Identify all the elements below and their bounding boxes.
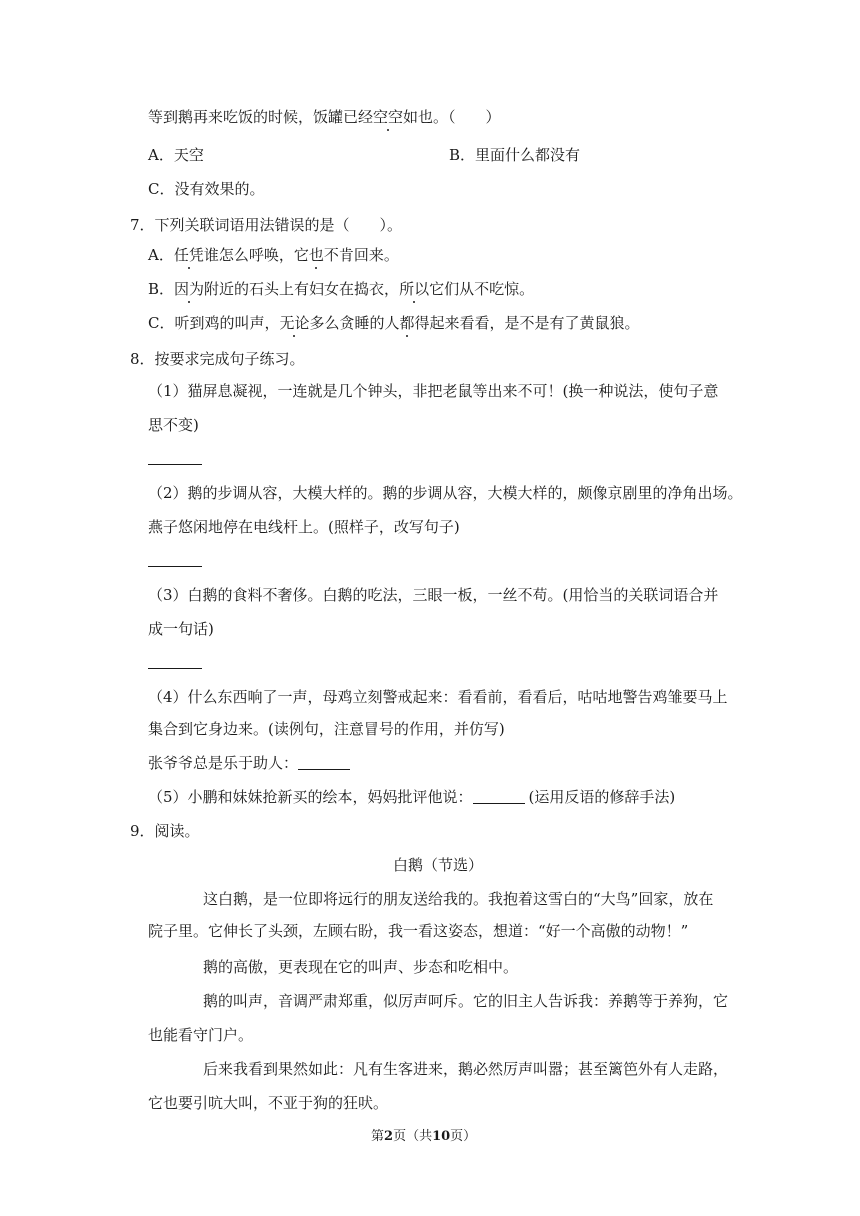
q8-part2-line2: 燕子悠闲地停在电线杆上。(照样子，改写句子): [148, 518, 460, 536]
q8-part1-line1: （1）猫屏息凝视，一连就是几个钟头，非把老鼠等出来不可！(换一种说法，使句子意: [148, 382, 719, 400]
q7-stem: 7．下列关联词语用法错误的是（ ）。: [130, 216, 403, 234]
q7-option-a[interactable]: A．任凭谁怎么呼唤，它也不肯回来。: [148, 246, 399, 264]
q6-option-a[interactable]: A．天空: [148, 146, 204, 164]
passage-title: 白鹅（节选）: [393, 856, 484, 874]
q8-part3-answer-line[interactable]: [148, 668, 202, 669]
q9-stem: 9．阅读。: [130, 822, 200, 840]
q8-part5-blank[interactable]: [473, 787, 525, 804]
q8-stem: 8．按要求完成句子练习。: [130, 350, 305, 368]
page-number: 2: [384, 1129, 394, 1144]
passage-para1-line2: 院子里。它伸长了头颈，左顾右盼，我一看这姿态，想道：“好一个高傲的动物！”: [148, 922, 689, 940]
q8-part4-line3: 张爷爷总是乐于助人：: [148, 752, 350, 774]
passage-para2: 鹅的高傲，更表现在它的叫声、步态和吃相中。: [203, 958, 519, 976]
passage-para3-line2: 也能看守门户。: [148, 1026, 254, 1044]
passage-para4-line1: 后来我看到果然如此：凡有生客进来，鹅必然厉声叫嚣；甚至篱笆外有人走路，: [203, 1060, 729, 1078]
q8-part3-line2: 成一句话): [148, 620, 214, 638]
q7-option-c[interactable]: C．听到鸡的叫声，无论多么贪睡的人都得起来看看，是不是有了黄鼠狼。: [148, 314, 640, 332]
q6-option-c[interactable]: C．没有效果的。: [148, 180, 265, 198]
total-pages: 10: [432, 1129, 451, 1144]
page-footer: 第2页（共10页）: [371, 1129, 477, 1144]
q8-part4-line1: （4）什么东西响了一声，母鸡立刻警戒起来：看看前，看看后，咕咕地警告鸡雏要马上: [148, 688, 728, 706]
q8-part1-line2: 思不变): [148, 416, 199, 434]
q8-part4-blank[interactable]: [298, 753, 350, 770]
q8-part3-line1: （3）白鹅的食料不奢侈。白鹅的吃法，三眼一板，一丝不苟。(用恰当的关联词语合并: [148, 586, 719, 604]
q8-part2-answer-line[interactable]: [148, 566, 202, 567]
q8-part2-line1: （2）鹅的步调从容，大模大样的。鹅的步调从容，大模大样的，颇像京剧里的净角出场。: [148, 484, 743, 502]
q6-option-b[interactable]: B．里面什么都没有: [449, 146, 581, 164]
q8-part4-line2: 集合到它身边来。(读例句，注意冒号的作用，并仿写): [148, 720, 505, 738]
q8-part1-answer-line[interactable]: [148, 464, 202, 465]
emphasis-dots: 空空: [373, 108, 404, 126]
passage-para1-line1: 这白鹅，是一位即将远行的朋友送给我的。我抱着这雪白的“大鸟”回家，放在: [203, 890, 714, 908]
q6-sentence: 等到鹅再来吃饭的时候，饭罐已经空空如也。（ ）: [148, 108, 501, 126]
q8-part5: （5）小鹏和妹妹抢新买的绘本，妈妈批评他说： (运用反语的修辞手法): [148, 788, 676, 806]
passage-para4-line2: 它也要引吭大叫，不亚于狗的狂吠。: [148, 1094, 389, 1112]
q7-option-b[interactable]: B．因为附近的石头上有妇女在捣衣，所以它们从不吃惊。: [148, 280, 535, 298]
passage-para3-line1: 鹅的叫声，音调严肃郑重，似厉声呵斥。它的旧主人告诉我：养鹅等于养狗，它: [203, 992, 729, 1010]
